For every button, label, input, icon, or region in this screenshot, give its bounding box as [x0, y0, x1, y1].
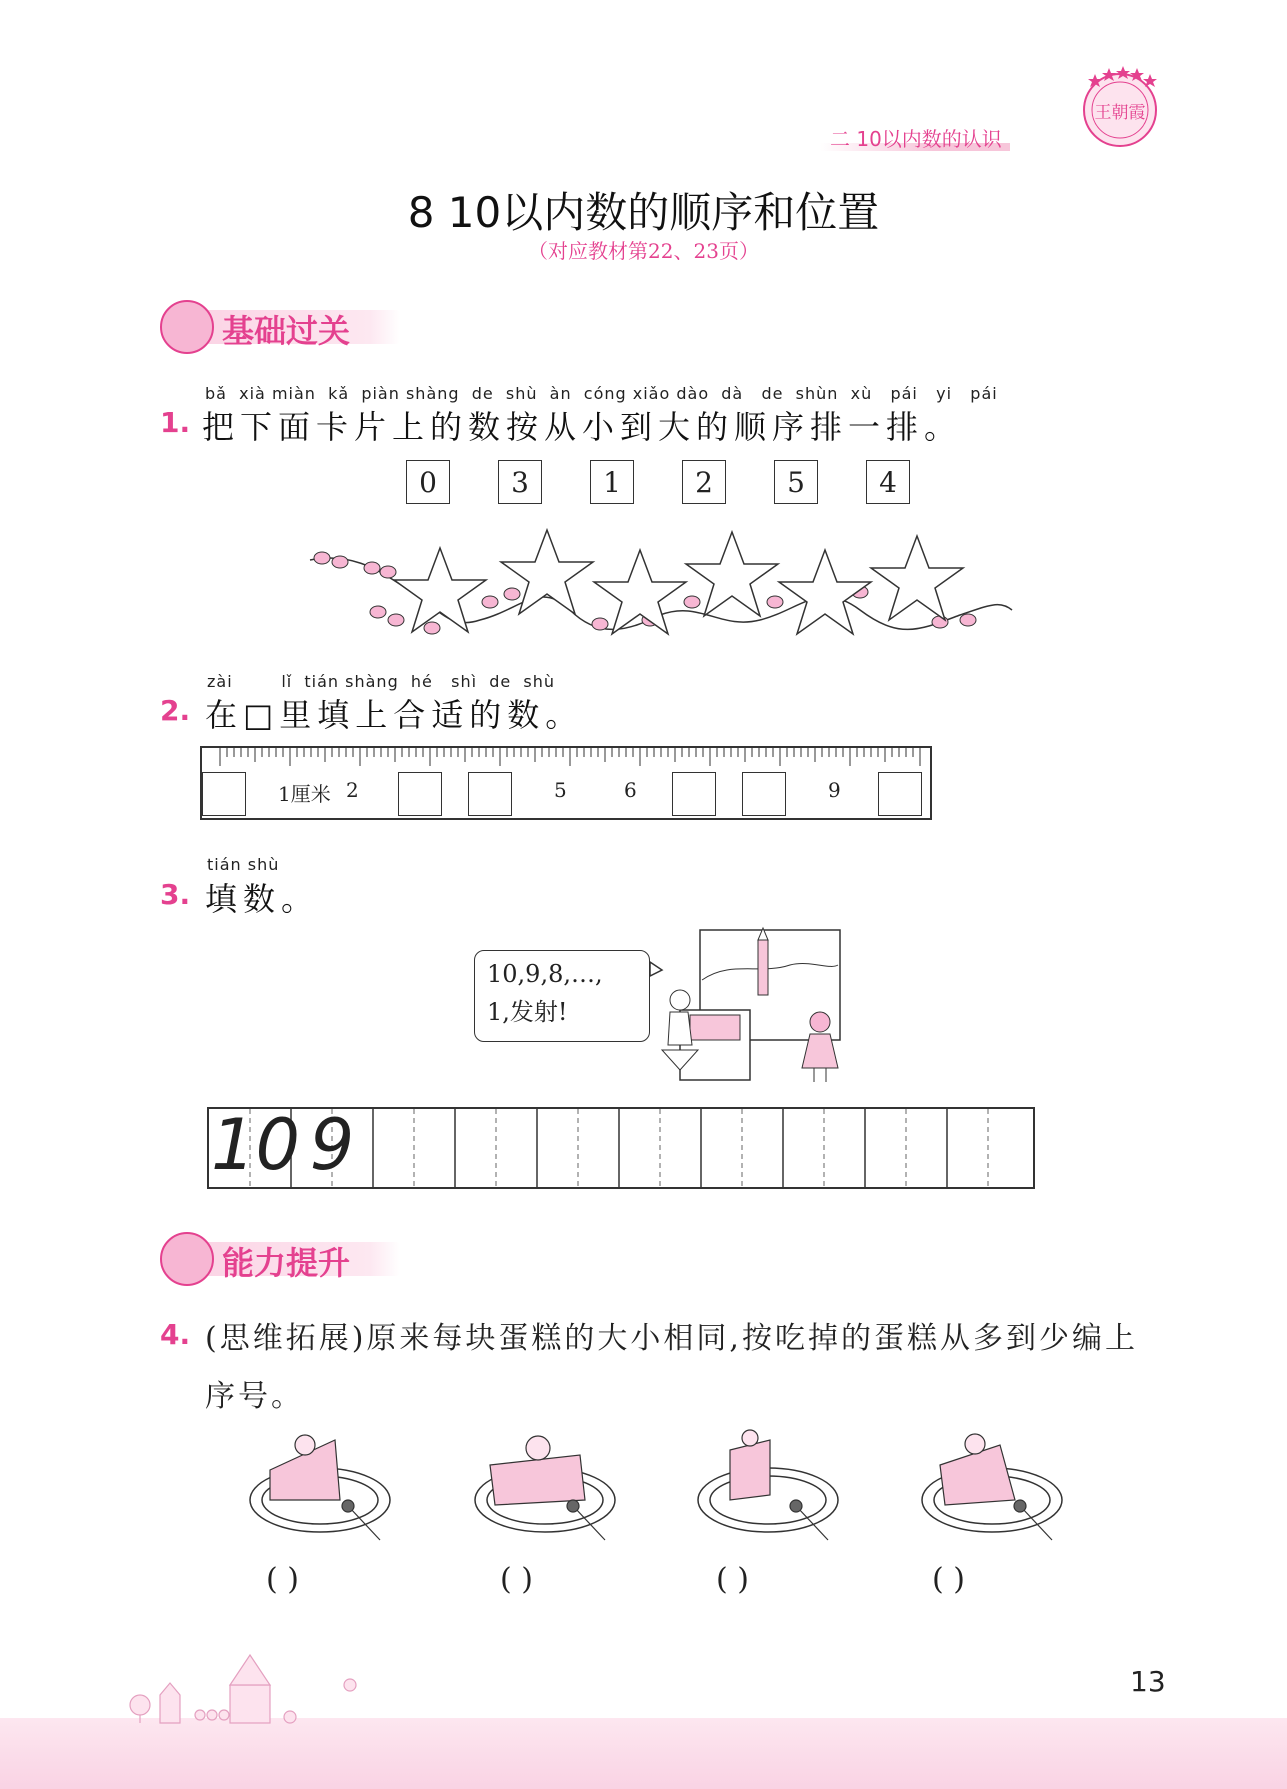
number-card: 4 — [866, 460, 910, 504]
svg-text:王朝霞: 王朝霞 — [1094, 103, 1146, 123]
writing-grid — [207, 1104, 1035, 1189]
page-title: 8 10以内数的顺序和位置 — [407, 188, 880, 237]
castle-decoration-icon — [120, 1645, 420, 1725]
section-title-advanced: 能力提升 — [222, 1244, 351, 1282]
ruler-label-5: 5 — [554, 778, 567, 802]
chapter-title: 二 10以内数的认识 — [830, 127, 1002, 151]
ruler-ticks — [202, 748, 930, 772]
page-number: 13 — [1130, 1665, 1166, 1698]
section-banner-basic — [160, 298, 410, 350]
ruler-label-2: 2 — [346, 778, 359, 802]
ruler-answer-box[interactable] — [468, 772, 512, 816]
speech-line-2: 1,发射! — [487, 998, 568, 1026]
q1-pinyin: bǎ xià miàn kǎ piàn shàng de shù àn cóng xiǎo dào dà de shùn xù pái yi pái — [205, 384, 998, 403]
ruler-label-6: 6 — [624, 778, 637, 802]
prefilled-number-9: 9 — [309, 1104, 355, 1186]
ruler-answer-box[interactable] — [398, 772, 442, 816]
q2-text: 在□里填上合适的数。 — [205, 696, 584, 734]
number-card: 2 — [682, 460, 726, 504]
q2-pinyin: zài lǐ tián shàng hé shì de shù — [207, 672, 556, 691]
ruler-label-9: 9 — [828, 778, 841, 802]
ruler-answer-box[interactable] — [672, 772, 716, 816]
cake-plates-illustration — [240, 1420, 1160, 1560]
answer-blank-2[interactable]: ( ) — [500, 1562, 533, 1597]
q2-number: 2. — [160, 694, 191, 727]
publisher-logo — [1075, 62, 1165, 152]
ruler-label-1cm: 1厘米 — [278, 782, 331, 806]
footer-band — [0, 1718, 1287, 1789]
q1-number: 1. — [160, 406, 191, 439]
number-card: 5 — [774, 460, 818, 504]
q4-number: 4. — [160, 1318, 191, 1351]
number-card: 0 — [406, 460, 450, 504]
chapter-header — [820, 123, 1070, 153]
q3-number: 3. — [160, 878, 191, 911]
section-title-basic: 基础过关 — [222, 312, 351, 350]
star-vine-illustration — [300, 520, 1020, 640]
q4-text: (思维拓展)原来每块蛋糕的大小相同,按吃掉的蛋糕从多到少编上序号。 — [205, 1321, 1138, 1414]
girl-avatar-icon — [160, 300, 214, 354]
number-card: 1 — [590, 460, 634, 504]
answer-blank-1[interactable]: ( ) — [266, 1562, 299, 1597]
q3-text: 填数。 — [205, 880, 320, 918]
rocket-launch-illustration — [640, 920, 850, 1090]
section-banner-advanced — [160, 1230, 410, 1282]
speech-line-1: 10,9,8,…, — [487, 960, 603, 988]
page-subtitle: （对应教材第22、23页） — [528, 239, 759, 263]
ruler-answer-box[interactable] — [878, 772, 922, 816]
ruler-answer-box[interactable] — [742, 772, 786, 816]
q3-pinyin: tián shù — [207, 855, 280, 874]
prefilled-number-10: 10 — [211, 1104, 301, 1186]
answer-blank-4[interactable]: ( ) — [932, 1562, 965, 1597]
speech-bubble — [474, 950, 650, 1042]
boy-avatar-icon — [160, 1232, 214, 1286]
q1-text: 把下面卡片上的数按从小到大的顺序排一排。 — [202, 408, 963, 446]
ruler-answer-box[interactable] — [202, 772, 246, 816]
ruler — [200, 746, 932, 820]
number-card: 3 — [498, 460, 542, 504]
answer-blank-3[interactable]: ( ) — [716, 1562, 749, 1597]
